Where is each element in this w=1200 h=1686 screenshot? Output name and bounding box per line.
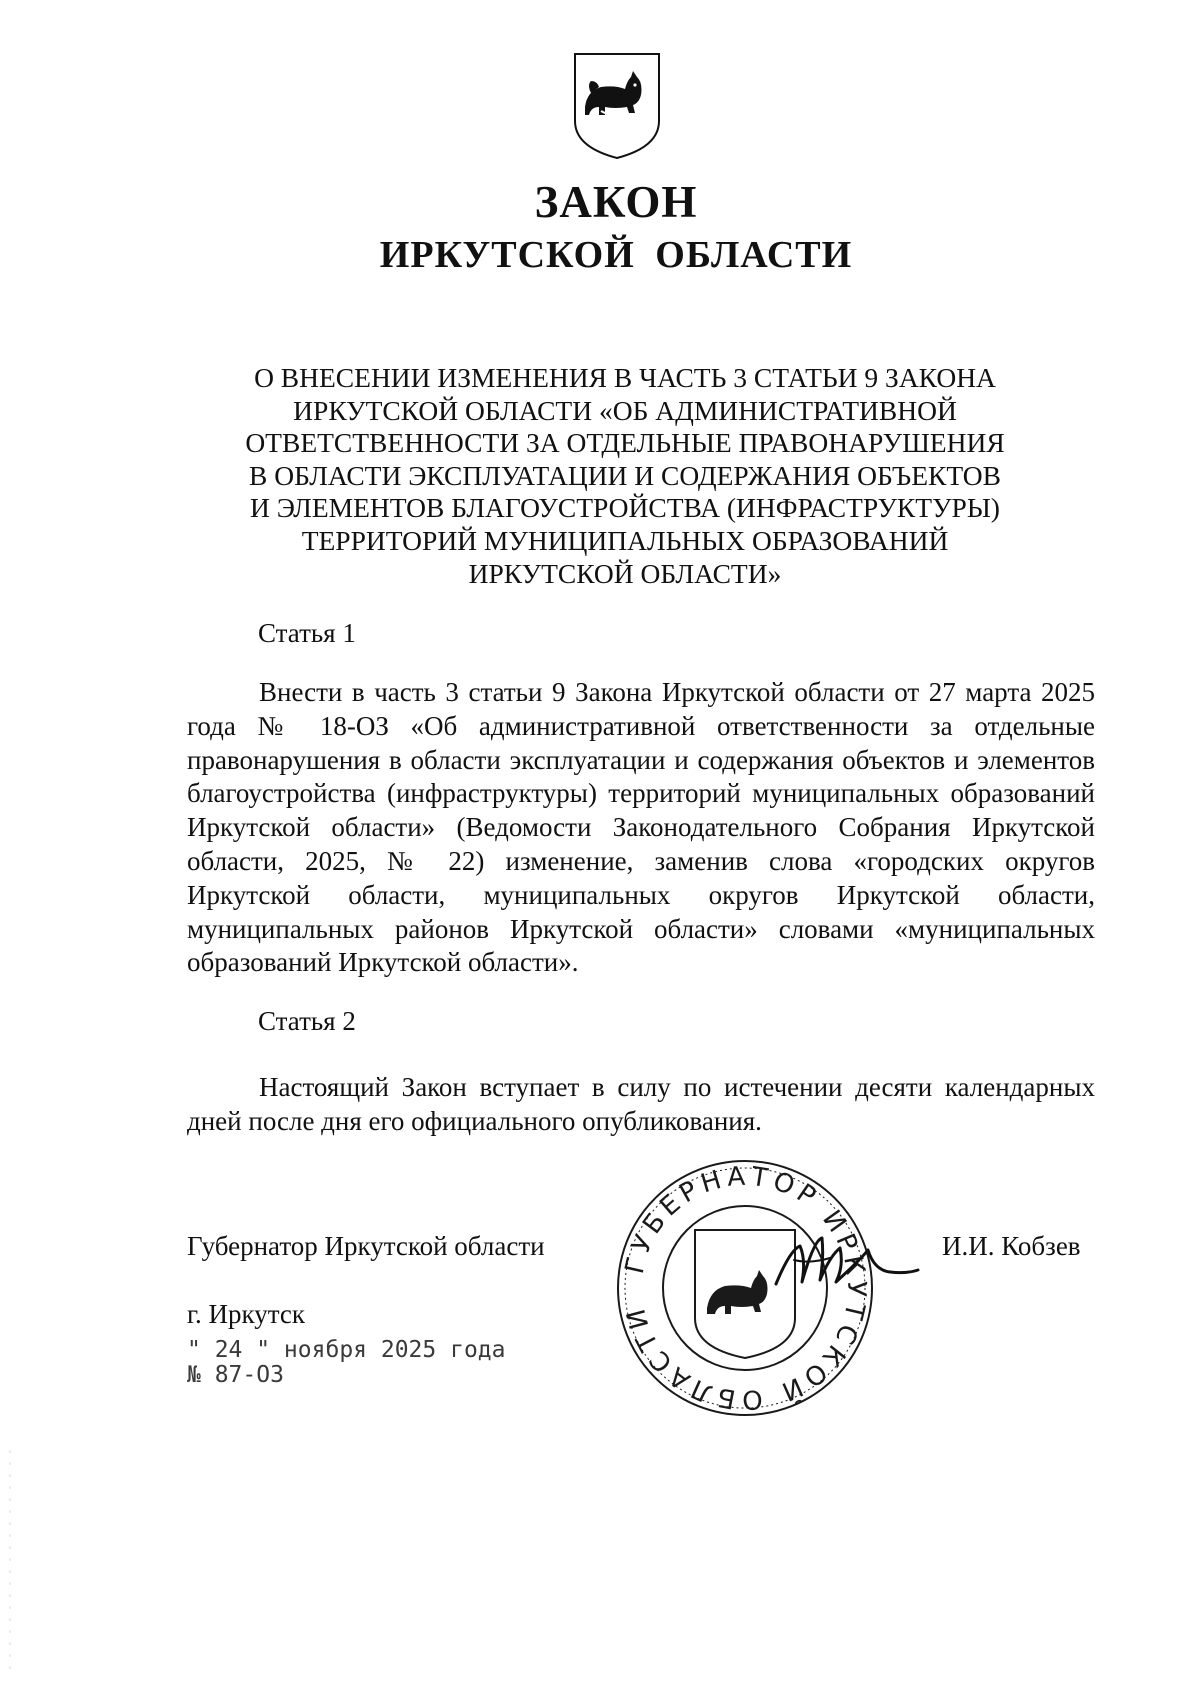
article-2-text: Настоящий Закон вступает в силу по истечении десяти календарных дней после дня его официального опубликования.	[187, 1072, 1095, 1136]
heading-line: ТЕРРИТОРИЙ МУНИЦИПАЛЬНЫХ ОБРАЗОВАНИЙ	[301, 524, 949, 556]
heading-line: И ЭЛЕМЕНТОВ БЛАГОУСТРОЙСТВА (ИНФРАСТРУКТУРЫ)	[250, 492, 1000, 524]
law-title: ЗАКОН	[534, 177, 698, 227]
law-region: ИРКУТСКОЙ ОБЛАСТИ	[379, 234, 853, 276]
heading-line: ИРКУТСКОЙ ОБЛАСТИ»	[468, 557, 782, 589]
heading-line: ИРКУТСКОЙ ОБЛАСТИ «ОБ АДМИНИСТРАТИВНОЙ	[293, 394, 957, 426]
signer-name: И.И. Кобзев	[942, 1231, 1081, 1261]
seal-ring-text: ГУБЕРНАТОР ИРКУТСКОЙ ОБЛАСТИ	[619, 1161, 872, 1415]
article-2-label: Статья 2	[258, 1006, 356, 1036]
signing-city: г. Иркутск	[187, 1299, 305, 1329]
law-number: № 87-ОЗ	[187, 1362, 284, 1388]
signing-date: " 24 " ноября 2025 года	[187, 1337, 506, 1363]
law-heading	[200, 362, 1050, 590]
article-1-label: Статья 1	[258, 618, 356, 648]
article-1-text: Внести в часть 3 статьи 9 Закона Иркутской области от 27 марта 2025 года № 18-ОЗ «Об административной ответственности за отдельные правонарушения в области эксплуатации и содержания объектов и элементов благоустройства (инфраструктуры) территорий муниципальных образований Иркутской области» (Ведомости Законодательного Собрания Иркутской области, 2025, № 22) изменение, заменив слова «городских округов Иркутской области, муниципальных округов Иркутской области, муниципальных районов Иркутской области» словами «муниципальных образований Иркутской области».	[187, 677, 1095, 978]
coat-of-arms-icon	[571, 51, 663, 161]
handwritten-signature	[770, 1220, 920, 1310]
heading-line: ОТВЕТСТВЕННОСТИ ЗА ОТДЕЛЬНЫЕ ПРАВОНАРУШЕНИЯ	[245, 427, 1005, 459]
scan-edge-noise	[8, 1450, 12, 1670]
governor-title: Губернатор Иркутской области	[187, 1231, 545, 1261]
heading-line: В ОБЛАСТИ ЭКСПЛУАТАЦИИ И СОДЕРЖАНИЯ ОБЪЕКТОВ	[249, 459, 1001, 491]
heading-line: О ВНЕСЕНИИ ИЗМЕНЕНИЯ В ЧАСТЬ 3 СТАТЬИ 9 ЗАКОНА	[254, 362, 996, 393]
